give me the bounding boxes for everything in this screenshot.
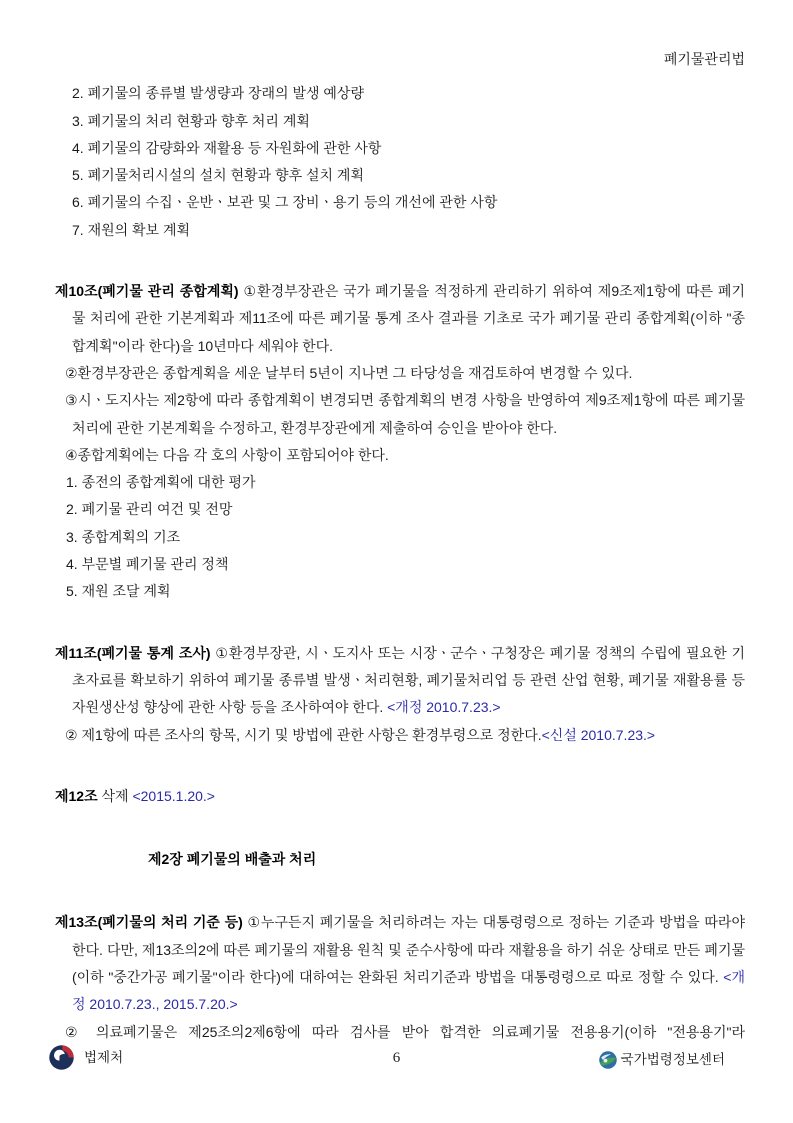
list-item: 3. 폐기물의 처리 현황과 향후 처리 계획 [72,112,310,129]
article-11-head: 제11조(폐기물 통계 조사) [55,644,211,661]
article-10-item: 4. 부문별 폐기물 관리 정책 [66,556,229,573]
footer-left-label: 법제처 [84,1050,124,1065]
amendment-note: <2015.1.20.> [132,787,215,804]
chapter-2-heading [55,846,745,873]
article-10-paragraph-1 [55,278,745,360]
article-13-head: 제13조(폐기물의 처리 기준 등) [55,914,243,931]
list-item: 2. 폐기물의 종류별 발생량과 장래의 발생 예상량 [72,85,364,102]
list-item: 7. 재원의 확보 계획 [72,221,191,238]
document-title: 폐기물관리법 [663,51,745,67]
article-11-paragraph-2 [55,722,745,749]
footer-right-label: 국가법령정보센터 [620,1052,725,1067]
list-item: 5. 폐기물처리시설의 설치 현황과 향후 설치 계획 [72,167,364,184]
page-number: 6 [392,1050,401,1066]
article-10-item: 1. 종전의 종합계획에 대한 평가 [66,474,256,491]
intro-list [55,80,745,244]
article-10-paragraph-4: ④종합계획에는 다음 각 호의 사항이 포함되어야 한다. [65,446,389,463]
amendment-note: <개정 2010.7.23.> [387,699,501,716]
article-10-item: 5. 재원 조달 계획 [66,583,171,600]
article-13 [55,909,745,1045]
article-13-paragraph-1 [55,909,745,1018]
article-11 [55,640,745,749]
article-11-text-1: ①환경부장관, 시ㆍ도지사 또는 시장ㆍ군수ㆍ구청장은 폐기물 정책의 수립에 필요한 기초자료를 확보하기 위하여 폐기물 종류별 발생ㆍ처리현황, 폐기물처리업 등 관련 산업 현황, 폐기물 재활용률 등 자원생산성 향상에 관한 사항 등을 조사하여야 한다. [72,644,745,716]
page-footer [48,1044,745,1080]
amendment-note: <신설 2010.7.23.> [541,726,656,743]
chapter-2-title: 제2장 폐기물의 배출과 처리 [148,851,317,868]
list-item: 4. 폐기물의 감량화와 재활용 등 자원화에 관한 사항 [72,139,382,156]
article-12-paragraph [55,783,745,810]
law-info-center-globe-icon [598,1050,618,1070]
article-12-head: 제12조 [55,787,98,804]
amendment-note: <개정 2010.7.23., 2015.7.20.> [72,969,745,1013]
article-12 [55,783,745,810]
footer-right-brand [598,1046,725,1073]
article-10-item: 3. 종합계획의 기조 [66,528,181,545]
article-13-paragraph-2: ② 의료폐기물은 제25조의2제6항에 따라 검사를 받아 합격한 의료폐기물 전용용기(이하 "전용용기"라 [65,1023,745,1040]
article-10-paragraph-2: ②환경부장관은 종합계획을 세운 날부터 5년이 지나면 그 타당성을 재검토하여 변경할 수 있다. [65,364,633,381]
article-11-text-2: ② 제1항에 따른 조사의 항목, 시기 및 방법에 관한 사항은 환경부령으로 정한다. [65,726,542,743]
article-10-text-1: ①환경부장관은 국가 폐기물을 적정하게 관리하기 위하여 제9조제1항에 따른 폐기물 처리에 관한 기본계획과 제11조에 따른 폐기물 통계 조사 결과를 기초로 국가 폐기물 관리 종합계획(이하 "종합계획"이라 한다)을 10년마다 세워야 한다. [72,283,745,354]
list-item: 6. 폐기물의 수집ㆍ운반ㆍ보관 및 그 장비ㆍ용기 등의 개선에 관한 사항 [72,194,498,211]
article-11-paragraph-1 [55,640,745,722]
article-10 [55,278,745,606]
article-13-text-1: ①누구든지 폐기물을 처리하려는 자는 대통령령으로 정하는 기준과 방법을 따라야 한다. 다만, 제13조의2에 따른 폐기물의 재활용 원칙 및 준수사항에 따라 재활용을 하기 쉬운 상태로 만든 폐기물(이하 "중간가공 폐기물"이라 한다)에 대하여는 완화된 처리기준과 방법을 대통령령으로 따로 정할 수 있다. [72,914,745,986]
article-12-text: 삭제 [97,787,133,804]
article-10-paragraph-3: ③시ㆍ도지사는 제2항에 따라 종합계획이 변경되면 종합계획의 변경 사항을 반영하여 제9조제1항에 따른 폐기물 처리에 관한 기본계획을 수정하고, 환경부장관에게 제출하여 승인을 받아야 한다. [65,392,745,436]
article-10-head: 제10조(폐기물 관리 종합계획) [55,283,239,300]
article-10-item: 2. 폐기물 관리 여건 및 전망 [66,501,233,518]
